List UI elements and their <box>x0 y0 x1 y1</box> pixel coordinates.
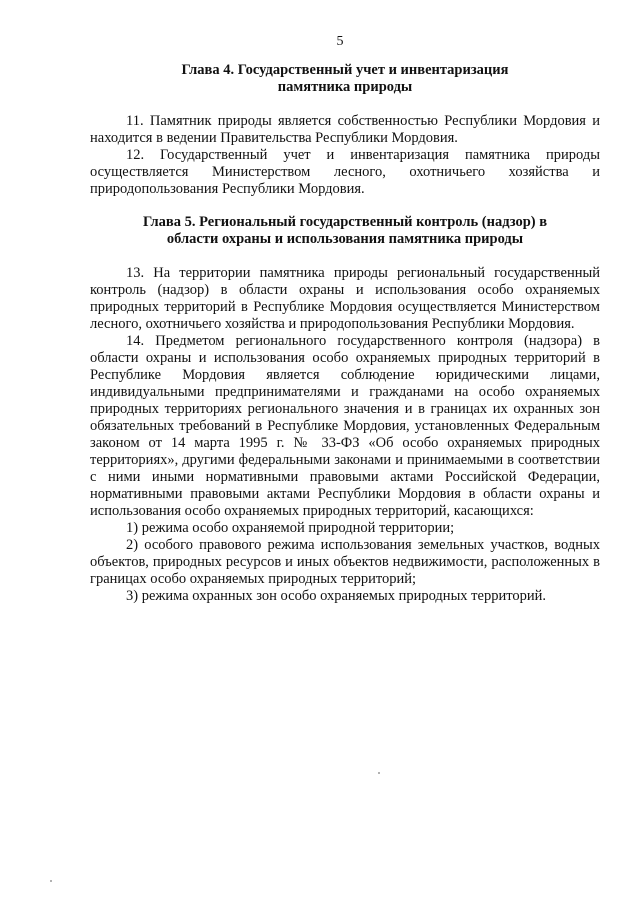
paragraph-14: 14. Предметом регионального государственного контроля (надзора) в области охраны и использования особо охраняемых природных территорий в Республике Мордовия является соблюдение юридическими лицами, индивидуальными предпринимателями и гражданами на особо охраняемых природных территориях регионального значения и в границах их охранных зон обязательных требований в Республике Мордовия, установленных Федеральным законом от 14 марта 1995 г. № 33-ФЗ «Об особо охраняемых природных территориях», другими федеральными законами и принимаемыми в соответствии с ними иными нормативными правовыми актами Российской Федерации, нормативными правовыми актами Республики Мордовия в области охраны и использования особо охраняемых природных территорий, касающихся: <box>90 333 600 519</box>
list-item-2: 2) особого правового режима использования земельных участков, водных объектов, природных ресурсов и иных объектов недвижимости, расположенных в границах особо охраняемых природных территорий; <box>90 537 600 587</box>
list-item-3: 3) режима охранных зон особо охраняемых природных территорий. <box>126 588 547 604</box>
chapter-4-body <box>90 113 600 198</box>
list-item-1: 1) режима особо охраняемой природной территории; <box>126 520 455 536</box>
chapter-4-title-line-2: памятника природы <box>277 79 413 95</box>
chapter-5-heading <box>80 214 610 248</box>
paragraph-13: 13. На территории памятника природы региональный государственный контроль (надзор) в области охраны и использования особо охраняемых природных территорий в Республике Мордовия осуществляется Министерством лесного, охотничьего хозяйства и природопользования Республики Мордовия. <box>90 265 600 332</box>
paragraph-11: 11. Памятник природы является собственностью Республики Мордовия и находится в ведении Правительства Республики Мордовия. <box>90 113 600 146</box>
chapter-4-title-line-1: Глава 4. Государственный учет и инвентаризация <box>181 62 509 78</box>
scan-speck <box>50 880 52 882</box>
chapter-5-body <box>90 265 600 605</box>
chapter-5-title-line-2: области охраны и использования памятника природы <box>166 231 524 247</box>
chapter-4-heading <box>80 62 610 96</box>
page-number: 5 <box>336 34 344 49</box>
chapter-5-title-line-1: Глава 5. Региональный государственный контроль (надзор) в <box>142 214 548 230</box>
paragraph-12: 12. Государственный учет и инвентаризация памятника природы осуществляется Министерством лесного, охотничьего хозяйства и природопользования Республики Мордовия. <box>90 147 600 197</box>
scan-speck <box>378 772 380 774</box>
